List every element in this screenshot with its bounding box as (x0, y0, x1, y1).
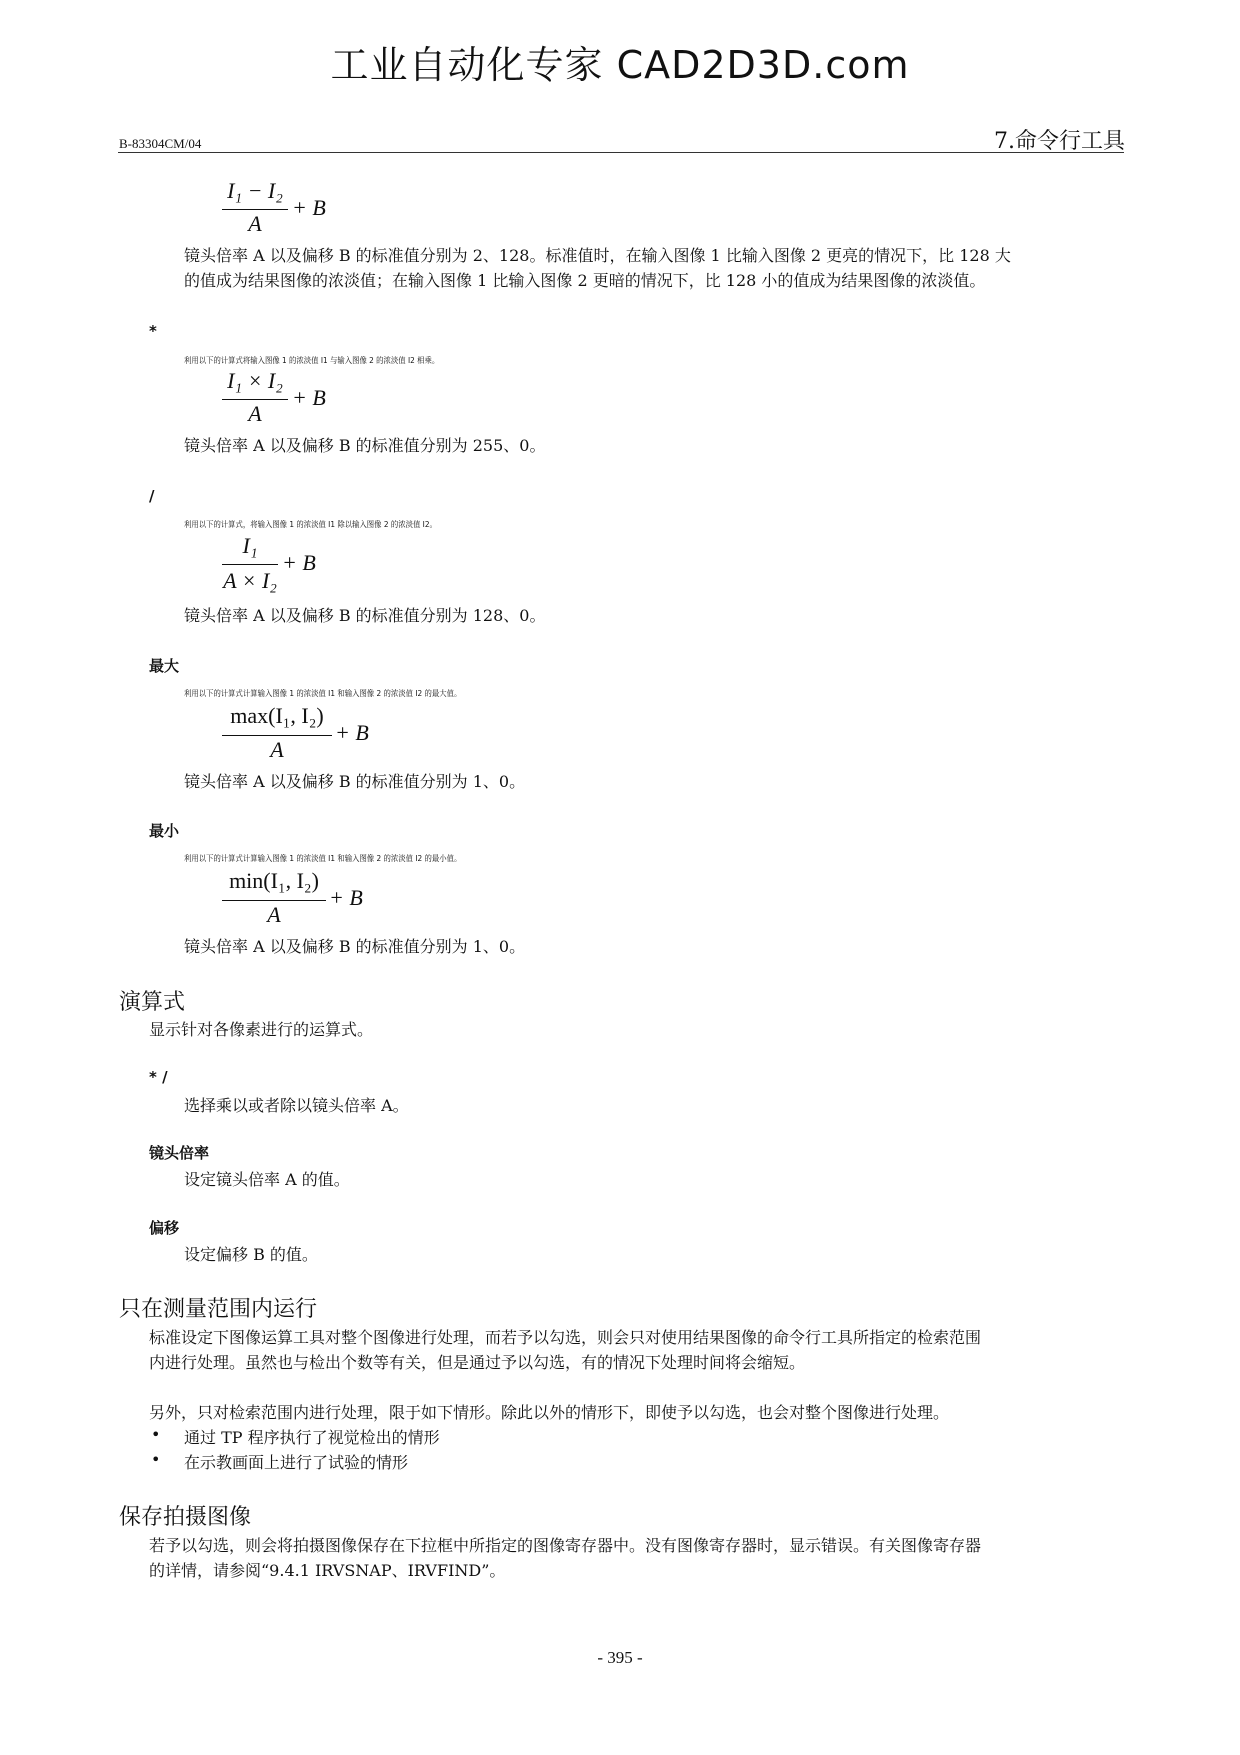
heading-range-only: 只在测量范围内运行 (119, 1297, 318, 1322)
range-paragraph-2: 另外，只对检索范围内进行处理，限于如下情形。除此以外的情形下，即使予以勾选，也会对整个图像进行处理。 (149, 1403, 950, 1422)
note-divide: 利用以下的计算式，将输入图像 1 的浓淡值 I1 除以输入图像 2 的浓淡值 I2。 (184, 520, 437, 529)
save-paragraph-a: 若予以勾选，则会将拍摄图像保存在下拉框中所指定的图像寄存器中。没有图像寄存器时，显示错误。有关图像寄存器 (149, 1536, 982, 1555)
document-code: B-83304CM/04 (119, 136, 202, 151)
label-lens-ratio: 镜头倍率 (149, 1144, 210, 1162)
formula-numerator: I₁ − I₂ (227, 178, 283, 203)
range-bullet-1: 通过 TP 程序执行了视觉检出的情形 (184, 1428, 440, 1447)
note-min: 利用以下的计算式计算输入图像 1 的浓淡值 I1 和输入图像 2 的浓淡值 I2 的最小值。 (184, 854, 462, 863)
label-multiply: * (149, 322, 157, 340)
label-min: 最小 (149, 822, 180, 840)
text-multiply-divide: 选择乘以或者除以镜头倍率 A。 (184, 1096, 409, 1115)
fraction-bar (222, 564, 278, 565)
formula-subtract (222, 178, 342, 242)
chapter-title: 7.命令行工具 (994, 129, 1125, 154)
bullet-dot: • (151, 1425, 161, 1444)
formula-divide (222, 533, 342, 601)
paragraph-subtract-1: 镜头倍率 A 以及偏移 B 的标准值分别为 2、128。标准值时，在输入图像 1 比输入图像 2 更亮的情况下，比 128 大 (184, 246, 1011, 265)
formula-offset: + B (282, 550, 316, 575)
formula-denominator: A × I₂ (223, 568, 277, 593)
formula-offset: + B (335, 720, 369, 745)
heading-save-image: 保存拍摄图像 (119, 1505, 252, 1530)
range-paragraph-1a: 标准设定下图像运算工具对整个图像进行处理，而若予以勾选，则会只对使用结果图像的命令行工具所指定的检索范围 (149, 1328, 982, 1347)
watermark-title: 工业自动化专家 CAD2D3D.com (330, 43, 910, 87)
formula-multiply (222, 368, 342, 432)
note-multiply: 利用以下的计算式将输入图像 1 的浓淡值 I1 与输入图像 2 的浓淡值 I2 相乘。 (184, 356, 440, 365)
page-number: - 395 - (597, 1648, 643, 1667)
expression-description: 显示针对各像素进行的运算式。 (149, 1020, 374, 1039)
formula-numerator: I₁ (242, 533, 258, 558)
paragraph-subtract-2: 的值成为结果图像的浓淡值；在输入图像 1 比输入图像 2 更暗的情况下，比 128 小的值成为结果图像的浓淡值。 (184, 271, 986, 290)
bullet-dot: • (151, 1450, 161, 1469)
text-offset: 设定偏移 B 的值。 (184, 1245, 318, 1264)
formula-numerator: I₁ × I₂ (227, 368, 283, 393)
save-paragraph-b: 的详情，请参阅“9.4.1 IRVSNAP、IRVFIND”。 (149, 1561, 506, 1580)
formula-denominator: A (248, 401, 262, 426)
paragraph-multiply: 镜头倍率 A 以及偏移 B 的标准值分别为 255、0。 (184, 436, 546, 455)
label-offset: 偏移 (149, 1219, 180, 1237)
note-max: 利用以下的计算式计算输入图像 1 的浓淡值 I1 和输入图像 2 的浓淡值 I2 的最大值。 (184, 689, 462, 698)
formula-numerator: min(I₁, I₂) (229, 868, 319, 893)
label-multiply-divide: * / (149, 1068, 168, 1086)
formula-max (222, 703, 382, 767)
formula-offset: + B (329, 885, 363, 910)
header-rule (118, 152, 1124, 153)
formula-min (222, 868, 382, 932)
fraction-bar (222, 900, 326, 901)
range-bullet-2: 在示教画面上进行了试验的情形 (184, 1453, 409, 1472)
formula-offset: + B (292, 195, 326, 220)
formula-denominator: A (270, 737, 284, 762)
fraction-bar (222, 209, 288, 210)
paragraph-divide: 镜头倍率 A 以及偏移 B 的标准值分别为 128、0。 (184, 606, 546, 625)
paragraph-max: 镜头倍率 A 以及偏移 B 的标准值分别为 1、0。 (184, 772, 526, 791)
formula-denominator: A (267, 902, 281, 927)
heading-expression: 演算式 (119, 990, 186, 1015)
label-divide: / (149, 487, 155, 505)
formula-numerator: max(I₁, I₂) (230, 703, 324, 728)
formula-offset: + B (292, 385, 326, 410)
paragraph-min: 镜头倍率 A 以及偏移 B 的标准值分别为 1、0。 (184, 937, 526, 956)
label-max: 最大 (149, 657, 180, 675)
fraction-bar (222, 399, 288, 400)
fraction-bar (222, 735, 332, 736)
formula-denominator: A (248, 211, 262, 236)
range-paragraph-1b: 内进行处理。虽然也与检出个数等有关，但是通过予以勾选，有的情况下处理时间将会缩短。 (149, 1353, 806, 1372)
text-lens-ratio: 设定镜头倍率 A 的值。 (184, 1170, 350, 1189)
